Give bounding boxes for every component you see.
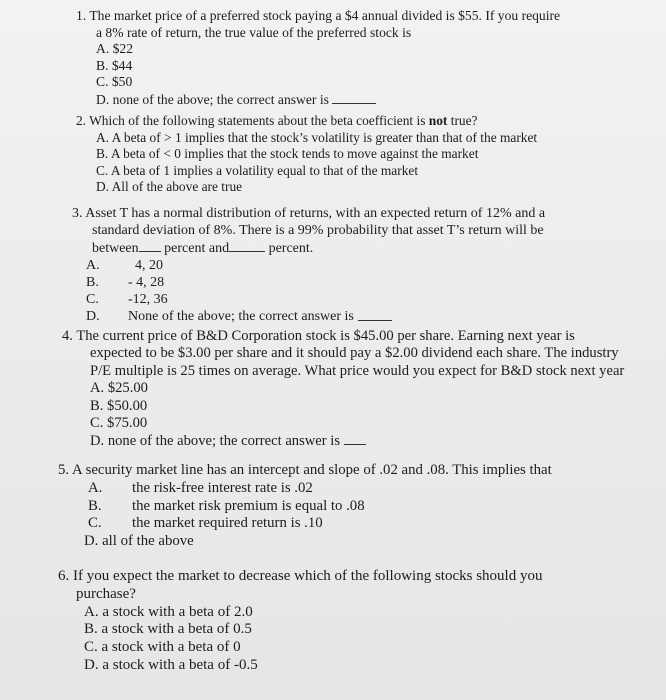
question-1-text-line2: a 8% rate of return, the true value of the preferred stock is <box>96 24 412 40</box>
question-4-text-line3: P/E multiple is 25 times on average. What price would you expect for B&D stock next year <box>90 362 625 379</box>
question-1-option-d-text: D. none of the above; the correct answer is <box>96 91 329 107</box>
question-1-option-a: A. $22 <box>96 41 134 57</box>
question-3-stem <box>72 205 545 222</box>
question-6-option-a: A. a stock with a beta of 2.0 <box>84 603 253 620</box>
question-3-number: 3. <box>72 206 83 221</box>
question-3-option-b <box>72 274 545 291</box>
question-4-option-d <box>62 432 624 450</box>
question-1-text-line1: The market price of a preferred stock paying a $4 annual divided is $55. If you require <box>89 8 561 23</box>
question-6-number: 6. <box>58 568 70 584</box>
question-5 <box>58 462 552 551</box>
answer-blank <box>344 432 366 445</box>
option-letter: A. <box>86 258 100 273</box>
question-6-option-c: C. a stock with a beta of 0 <box>84 639 241 656</box>
question-4-number: 4. <box>62 328 73 344</box>
question-1-number: 1. <box>76 8 87 23</box>
question-3-option-d <box>72 308 545 325</box>
question-3 <box>72 205 545 325</box>
question-4-option-a: A. $25.00 <box>90 380 148 397</box>
question-4-option-c: C. $75.00 <box>90 415 148 432</box>
question-2-number: 2. <box>76 113 87 128</box>
question-2-stem <box>76 113 537 130</box>
question-2-text-bold: not <box>428 113 448 128</box>
option-letter: B. <box>86 275 99 290</box>
question-4-text-line2: expected to be $3.00 per share and it should pay a $2.00 dividend each share. The industry <box>90 345 619 362</box>
question-3-text-percent-and: percent and <box>164 241 230 256</box>
question-2 <box>76 113 537 196</box>
question-3-text-line2: standard deviation of 8%. There is a 99% probability that asset T’s return will be <box>92 223 544 238</box>
question-4-stem <box>62 328 624 345</box>
answer-blank <box>229 239 265 252</box>
question-2-option-b: B. A beta of < 0 implies that the stock tends to move against the market <box>96 146 479 162</box>
option-text: the market required return is .10 <box>132 515 323 532</box>
question-5-number: 5. <box>58 462 70 478</box>
question-5-option-b <box>58 498 552 516</box>
question-4 <box>62 328 624 451</box>
question-3-text-line1: Asset T has a normal distribution of returns, with an expected return of 12% and a <box>85 206 546 221</box>
answer-blank <box>139 239 161 252</box>
question-1-stem <box>76 8 560 25</box>
option-text: -12, 36 <box>128 292 168 307</box>
question-2-option-c: C. A beta of 1 implies a volatility equal to that of the market <box>96 162 419 178</box>
question-2-text-pre: Which of the following statements about the beta coefficient is <box>89 113 429 128</box>
question-3-text-line3 <box>72 239 545 257</box>
answer-blank <box>332 91 376 104</box>
question-2-option-d: D. All of the above are true <box>96 179 243 195</box>
option-letter: B. <box>88 497 102 514</box>
question-5-option-a <box>58 480 552 498</box>
answer-blank <box>358 308 392 321</box>
question-6-option-d: D. a stock with a beta of -0.5 <box>84 656 258 673</box>
question-5-option-d: D. all of the above <box>84 533 194 550</box>
option-text: the risk-free interest rate is .02 <box>132 479 313 496</box>
question-1-option-c: C. $50 <box>96 74 133 90</box>
question-1-option-b: B. $44 <box>96 57 133 73</box>
question-4-option-b: B. $50.00 <box>90 397 148 414</box>
question-4-text-line1: The current price of B&D Corporation stock is $45.00 per share. Earning next year is <box>76 328 575 344</box>
question-1-option-d <box>76 91 560 109</box>
question-2-text-post: true? <box>447 113 478 128</box>
question-4-option-d-text: D. none of the above; the correct answer is <box>90 433 341 450</box>
option-letter: C. <box>88 515 102 532</box>
option-letter: D. <box>86 309 100 324</box>
question-3-option-c <box>72 291 545 308</box>
question-6-option-b: B. a stock with a beta of 0.5 <box>84 621 252 638</box>
option-text: the market risk premium is equal to .08 <box>132 497 365 514</box>
option-letter: C. <box>86 292 99 307</box>
question-6-text-line2: purchase? <box>76 585 136 602</box>
question-6-stem <box>58 568 542 586</box>
option-text: - 4, 28 <box>128 275 165 290</box>
question-5-option-c <box>58 515 552 533</box>
question-2-option-a: A. A beta of > 1 implies that the stock’s volatility is greater than that of the market <box>96 129 538 145</box>
option-letter: A. <box>88 479 103 496</box>
option-text: 4, 20 <box>128 258 163 273</box>
question-6 <box>58 568 542 675</box>
question-1 <box>76 8 560 109</box>
question-3-text-percent: percent. <box>268 241 314 256</box>
question-3-text-between: between <box>92 241 139 256</box>
option-text: None of the above; the correct answer is <box>128 309 354 324</box>
question-5-text-line1: A security market line has an intercept and slope of .02 and .08. This implies that <box>72 462 552 478</box>
question-6-text-line1: If you expect the market to decrease which of the following stocks should you <box>73 568 543 584</box>
question-5-stem <box>58 462 552 480</box>
question-3-option-a <box>72 257 545 274</box>
